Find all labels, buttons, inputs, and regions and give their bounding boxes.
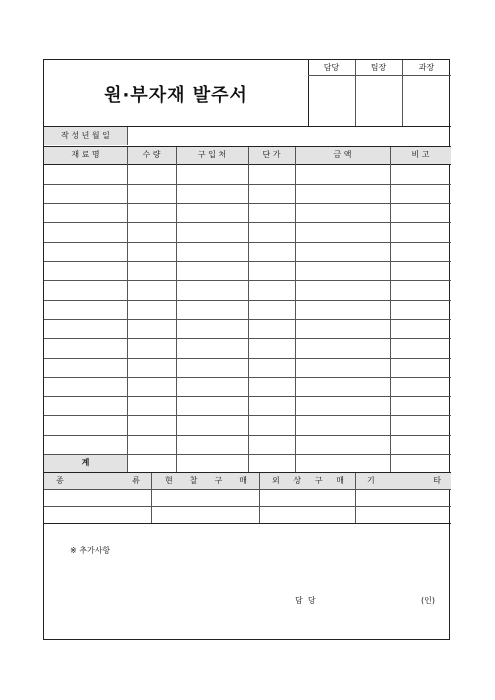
header-amount: 금 액	[333, 150, 352, 159]
approval-label-staff: 담당	[323, 63, 340, 72]
table-col-line	[390, 147, 391, 472]
approval-sign-staff[interactable]	[309, 76, 355, 126]
table-row	[44, 377, 451, 378]
table-col-line	[295, 147, 296, 472]
total-label: 계	[81, 458, 90, 467]
category-col-line	[151, 473, 152, 523]
category-type: 종 류	[56, 476, 140, 485]
category-spot-purchase: 현 찰 구 매	[165, 476, 247, 485]
category-header-bottom-line	[44, 489, 451, 490]
category-col-line	[259, 473, 260, 523]
table-row	[44, 358, 451, 359]
table-row	[44, 222, 451, 223]
sign-label: 담 당	[295, 596, 316, 605]
category-col-line	[355, 473, 356, 523]
table-col-line	[127, 147, 128, 472]
table-col-line	[176, 147, 177, 472]
table-row	[44, 319, 451, 320]
table-row	[44, 300, 451, 301]
approval-sign-team-lead[interactable]	[356, 76, 402, 126]
header-supplier: 구 입 처	[197, 150, 227, 159]
date-field[interactable]	[128, 127, 450, 145]
table-row	[44, 435, 451, 436]
page-title: 원·부자재 발주서	[104, 85, 248, 106]
table-row	[44, 203, 451, 204]
table-row	[44, 280, 451, 281]
category-bottom-line	[44, 523, 451, 524]
category-credit-purchase: 외 상 구 매	[272, 476, 344, 485]
category-other: 기 타	[367, 476, 441, 485]
approval-sign-manager[interactable]	[403, 76, 451, 126]
date-label: 작 성 년 월 일	[61, 131, 110, 140]
table-row	[44, 242, 451, 243]
notes-label: ※ 추가사항	[70, 546, 111, 555]
approval-label-manager: 과장	[418, 63, 435, 72]
header-remarks: 비 고	[411, 150, 430, 159]
purchase-order-form	[43, 59, 450, 640]
table-row	[44, 415, 451, 416]
header-unit-price: 단 가	[262, 150, 281, 159]
table-row	[44, 338, 451, 339]
approval-label-team-lead: 팀장	[370, 63, 387, 72]
header-quantity: 수 량	[142, 150, 161, 159]
table-col-line	[248, 147, 249, 472]
category-row-line	[44, 506, 451, 507]
header-material: 재 료 명	[71, 150, 100, 159]
table-row	[44, 184, 451, 185]
table-row	[44, 396, 451, 397]
seal-mark: (인)	[421, 596, 435, 605]
table-row	[44, 261, 451, 262]
notes-area[interactable]	[45, 560, 450, 588]
